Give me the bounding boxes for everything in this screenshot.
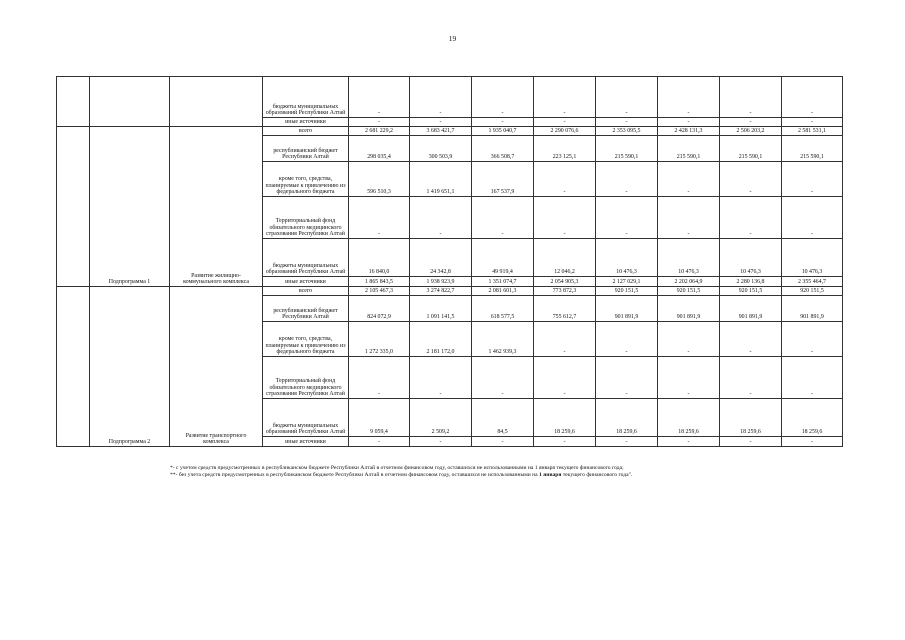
value-cell: 901 891,9 bbox=[596, 296, 658, 322]
value-cell: 920 151,5 bbox=[720, 287, 782, 296]
subprogram-description: Развитие жилищно-коммунального комплекса bbox=[170, 127, 263, 287]
value-cell: - bbox=[534, 322, 596, 357]
empty-cell-col2 bbox=[90, 77, 170, 127]
funding-source-cell: кроме того, средства, планируемые к привлечению из федерального бюджета bbox=[263, 162, 349, 197]
footnote-1: *- с учетом средств предусмотренных в республиканском бюджете Республики Алтай в отчетном финансовом году, оставшихся не использованными на 1 января текущего финансового года; bbox=[170, 465, 624, 471]
value-cell: 1 865 843,5 bbox=[349, 277, 410, 287]
value-cell: 215 590,1 bbox=[720, 136, 782, 162]
value-cell: - bbox=[349, 77, 410, 118]
footnote-2-start: **- без учета средств предусмотренных в республиканском бюджете Республики Алтай в отчетном финансовом году, оставшихся не использованными на bbox=[170, 472, 540, 479]
value-cell: 1 091 141,5 bbox=[410, 296, 472, 322]
value-cell: - bbox=[596, 357, 658, 399]
value-cell: - bbox=[658, 437, 720, 447]
table-row bbox=[57, 127, 843, 136]
value-cell: - bbox=[720, 437, 782, 447]
value-cell: 1 462 939,3 bbox=[472, 322, 534, 357]
value-cell: 167 537,9 bbox=[472, 162, 534, 197]
value-cell: 1 935 040,7 bbox=[472, 127, 534, 136]
value-cell: 10 476,3 bbox=[720, 239, 782, 277]
value-cell: 2 681 229,2 bbox=[349, 127, 410, 136]
value-cell: - bbox=[782, 162, 843, 197]
value-cell: 300 503,9 bbox=[410, 136, 472, 162]
value-cell: - bbox=[720, 357, 782, 399]
value-cell: - bbox=[349, 118, 410, 127]
footnote-2-end: текущего финансового года". bbox=[561, 472, 633, 479]
value-cell: 84,5 bbox=[472, 399, 534, 437]
value-cell: 49 919,4 bbox=[472, 239, 534, 277]
value-cell: 1 938 923,9 bbox=[410, 277, 472, 287]
value-cell: 901 891,9 bbox=[782, 296, 843, 322]
funding-source-cell: иные источники bbox=[263, 277, 349, 287]
value-cell: 2 428 131,3 bbox=[658, 127, 720, 136]
footnote-2-bold: 1 января bbox=[539, 472, 562, 479]
value-cell: - bbox=[472, 197, 534, 239]
value-cell: 9 059,4 bbox=[349, 399, 410, 437]
value-cell: - bbox=[782, 197, 843, 239]
subprogram-name: Подпрограмма 1 bbox=[90, 127, 170, 287]
funding-source-cell: республиканский бюджет Республики Алтай bbox=[263, 136, 349, 162]
value-cell: - bbox=[410, 357, 472, 399]
value-cell: - bbox=[658, 197, 720, 239]
value-cell: - bbox=[410, 437, 472, 447]
value-cell: 2 054 905,3 bbox=[534, 277, 596, 287]
value-cell: 755 612,7 bbox=[534, 296, 596, 322]
value-cell: 920 151,5 bbox=[658, 287, 720, 296]
value-cell: 10 476,3 bbox=[782, 239, 843, 277]
value-cell: 1 351 074,7 bbox=[472, 277, 534, 287]
value-cell: 18 259,6 bbox=[596, 399, 658, 437]
value-cell: - bbox=[782, 437, 843, 447]
subprogram-description: Развитие транспортного комплекса bbox=[170, 287, 263, 447]
table-row bbox=[57, 77, 843, 118]
empty-cell-col1 bbox=[57, 77, 90, 127]
value-cell: 24 342,8 bbox=[410, 239, 472, 277]
value-cell: - bbox=[410, 118, 472, 127]
value-cell: 2 081 601,3 bbox=[472, 287, 534, 296]
value-cell: 618 577,5 bbox=[472, 296, 534, 322]
value-cell: - bbox=[720, 162, 782, 197]
value-cell: 2 127 029,1 bbox=[596, 277, 658, 287]
footnotes bbox=[170, 465, 850, 479]
funding-source-cell: Территориальный фонд обязательного медицинского страхования Республики Алтай bbox=[263, 357, 349, 399]
value-cell: 1 419 651,1 bbox=[410, 162, 472, 197]
value-cell: - bbox=[658, 118, 720, 127]
value-cell: 10 476,3 bbox=[658, 239, 720, 277]
funding-source-cell: бюджеты муниципальных образований Республики Алтай bbox=[263, 77, 349, 118]
value-cell: - bbox=[410, 77, 472, 118]
value-cell: - bbox=[472, 77, 534, 118]
funding-source-cell: всего bbox=[263, 287, 349, 296]
funding-source-cell: Территориальный фонд обязательного медицинского страхования Республики Алтай bbox=[263, 197, 349, 239]
value-cell: - bbox=[534, 197, 596, 239]
budget-body bbox=[57, 77, 843, 447]
funding-source-cell: всего bbox=[263, 127, 349, 136]
value-cell: 2 181 172,0 bbox=[410, 322, 472, 357]
value-cell: - bbox=[534, 357, 596, 399]
value-cell: - bbox=[410, 197, 472, 239]
funding-source-cell: бюджеты муниципальных образований Республики Алтай bbox=[263, 399, 349, 437]
value-cell: 18 259,6 bbox=[720, 399, 782, 437]
page-number: 19 bbox=[448, 34, 457, 43]
value-cell: 16 840,0 bbox=[349, 239, 410, 277]
value-cell: 215 590,1 bbox=[596, 136, 658, 162]
footnote-2 bbox=[170, 472, 850, 479]
empty-cell-col1 bbox=[57, 287, 90, 447]
empty-cell-col1 bbox=[57, 127, 90, 287]
value-cell: - bbox=[472, 357, 534, 399]
value-cell: 215 590,1 bbox=[782, 136, 843, 162]
value-cell: 2 202 064,9 bbox=[658, 277, 720, 287]
value-cell: - bbox=[596, 437, 658, 447]
value-cell: 2 105 467,3 bbox=[349, 287, 410, 296]
value-cell: - bbox=[782, 322, 843, 357]
value-cell: - bbox=[596, 77, 658, 118]
value-cell: 2 290 076,6 bbox=[534, 127, 596, 136]
funding-source-cell: иные источники bbox=[263, 118, 349, 127]
value-cell: - bbox=[349, 357, 410, 399]
value-cell: 223 125,1 bbox=[534, 136, 596, 162]
value-cell: - bbox=[472, 118, 534, 127]
value-cell: 18 259,6 bbox=[534, 399, 596, 437]
value-cell: - bbox=[534, 118, 596, 127]
value-cell: - bbox=[534, 77, 596, 118]
value-cell: 920 151,5 bbox=[596, 287, 658, 296]
value-cell: - bbox=[658, 162, 720, 197]
value-cell: - bbox=[720, 77, 782, 118]
value-cell: 596 510,3 bbox=[349, 162, 410, 197]
value-cell: 824 072,9 bbox=[349, 296, 410, 322]
value-cell: 18 259,6 bbox=[782, 399, 843, 437]
value-cell: 1 272 335,0 bbox=[349, 322, 410, 357]
value-cell: - bbox=[596, 322, 658, 357]
value-cell: - bbox=[782, 77, 843, 118]
value-cell: - bbox=[596, 162, 658, 197]
value-cell: - bbox=[658, 357, 720, 399]
empty-cell-col3 bbox=[170, 77, 263, 127]
value-cell: 298 035,4 bbox=[349, 136, 410, 162]
value-cell: 18 259,6 bbox=[658, 399, 720, 437]
funding-source-cell: республиканский бюджет Республики Алтай bbox=[263, 296, 349, 322]
value-cell: 2 581 531,1 bbox=[782, 127, 843, 136]
value-cell: 920 151,5 bbox=[782, 287, 843, 296]
value-cell: 215 590,1 bbox=[658, 136, 720, 162]
value-cell: - bbox=[534, 437, 596, 447]
subprogram-name: Подпрограмма 2 bbox=[90, 287, 170, 447]
value-cell: - bbox=[658, 77, 720, 118]
funding-source-cell: бюджеты муниципальных образований Республики Алтай bbox=[263, 239, 349, 277]
value-cell: 2 509,2 bbox=[410, 399, 472, 437]
value-cell: - bbox=[720, 322, 782, 357]
value-cell: 2 353 095,5 bbox=[596, 127, 658, 136]
funding-source-cell: кроме того, средства, планируемые к привлечению из федерального бюджета bbox=[263, 322, 349, 357]
table-row bbox=[57, 287, 843, 296]
value-cell: - bbox=[658, 322, 720, 357]
value-cell: 2 280 136,8 bbox=[720, 277, 782, 287]
value-cell: - bbox=[534, 162, 596, 197]
value-cell: 773 872,3 bbox=[534, 287, 596, 296]
budget-table bbox=[56, 76, 843, 447]
value-cell: 3 274 822,7 bbox=[410, 287, 472, 296]
value-cell: 2 355 464,7 bbox=[782, 277, 843, 287]
value-cell: 2 506 203,2 bbox=[720, 127, 782, 136]
value-cell: - bbox=[782, 118, 843, 127]
value-cell: - bbox=[349, 437, 410, 447]
value-cell: 901 891,9 bbox=[658, 296, 720, 322]
value-cell: 366 508,7 bbox=[472, 136, 534, 162]
value-cell: - bbox=[720, 118, 782, 127]
value-cell: - bbox=[472, 437, 534, 447]
value-cell: - bbox=[349, 197, 410, 239]
value-cell: 901 891,9 bbox=[720, 296, 782, 322]
value-cell: - bbox=[782, 357, 843, 399]
value-cell: 10 476,3 bbox=[596, 239, 658, 277]
value-cell: - bbox=[720, 197, 782, 239]
value-cell: 12 046,2 bbox=[534, 239, 596, 277]
value-cell: 3 683 421,7 bbox=[410, 127, 472, 136]
value-cell: - bbox=[596, 118, 658, 127]
funding-source-cell: иные источники bbox=[263, 437, 349, 447]
value-cell: - bbox=[596, 197, 658, 239]
